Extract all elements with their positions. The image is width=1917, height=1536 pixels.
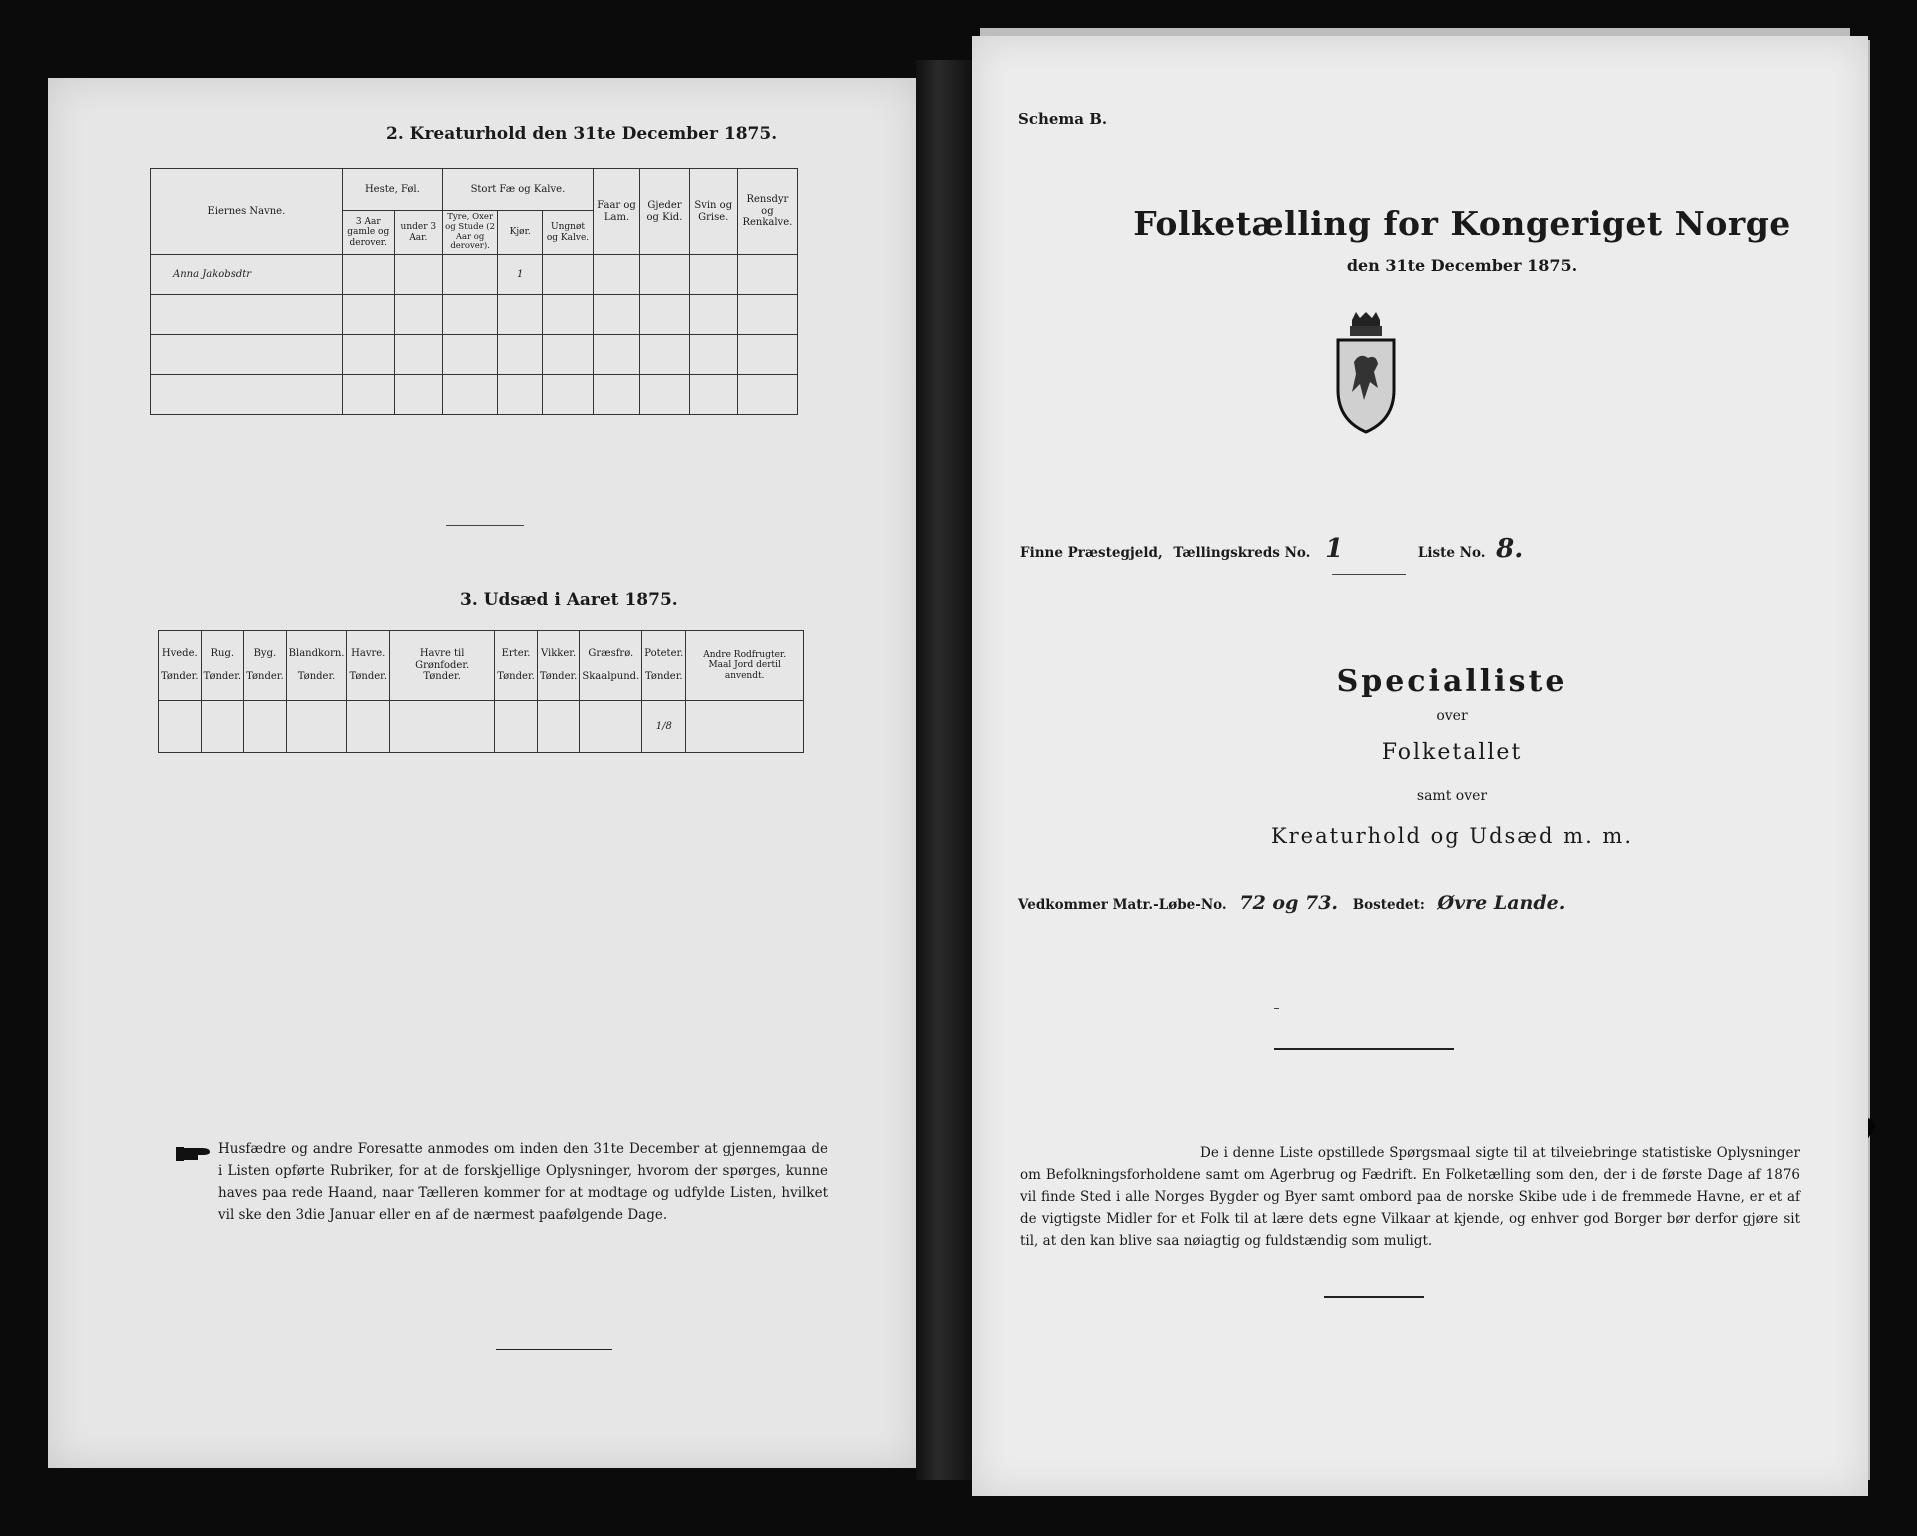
liste-value: 8.	[1496, 534, 1524, 564]
seed-header-potatoes: Poteter. Tønder.	[642, 631, 686, 701]
matr-value: 72 og 73.	[1239, 892, 1339, 914]
cattle-sub3: Ungnøt og Kalve.	[543, 211, 594, 255]
potatoes-value: 1/8	[642, 701, 686, 753]
goats-header: Gjeder og Kid.	[640, 169, 689, 255]
kreds-value: 1	[1325, 534, 1344, 564]
seed-header-green-fodder: Havre til Grønfoder. Tønder.	[390, 631, 495, 701]
cows-cell: 1	[498, 255, 543, 295]
kreaturhold-heading: Kreaturhold og Udsæd m. m.	[1270, 824, 1634, 848]
owner-header: Eiernes Navne.	[151, 169, 343, 255]
livestock-table	[150, 168, 798, 415]
reindeer-header: Rensdyr og Renkalve.	[737, 169, 797, 255]
bosted-value: Øvre Lande.	[1437, 892, 1566, 914]
table-row	[151, 295, 798, 335]
seed-table	[158, 630, 804, 753]
matr-line	[1018, 892, 1565, 914]
seed-header-oats: Havre. Tønder.	[347, 631, 390, 701]
pointing-hand-icon	[176, 1144, 212, 1164]
section3-title: 3. Udsæd i Aaret 1875.	[460, 590, 678, 610]
page-title: Folketælling for Kongeriget Norge	[1133, 204, 1791, 243]
norway-coat-of-arms-icon	[1330, 312, 1402, 434]
table-row	[151, 335, 798, 375]
table-row	[151, 375, 798, 415]
seed-header-rye: Rug. Tønder.	[201, 631, 244, 701]
divider	[1274, 1048, 1454, 1050]
horses-sub1: 3 Aar gamle og derover.	[342, 211, 394, 255]
table-row	[151, 255, 798, 295]
book-spine	[916, 60, 972, 1480]
kreds-label: Tællingskreds No.	[1173, 545, 1311, 561]
cattle-header: Stort Fæ og Kalve.	[442, 169, 593, 211]
divider	[496, 1349, 612, 1350]
schema-label: Schema B.	[1018, 110, 1108, 128]
prestegjeld-label: Finne Præstegjeld,	[1020, 545, 1163, 561]
over-text: over	[1436, 708, 1468, 724]
samt-over-text: samt over	[1416, 788, 1488, 804]
right-page	[972, 36, 1868, 1496]
cattle-sub2: Kjør.	[498, 211, 543, 255]
seed-header-peas: Erter. Tønder.	[495, 631, 538, 701]
seed-header-mixed-grain: Blandkorn. Tønder.	[286, 631, 347, 701]
seed-header-root-crops: Andre Rodfrugter. Maal Jord dertil anvendt.	[686, 631, 804, 701]
divider	[446, 525, 524, 526]
seed-header-vetch: Vikker. Tønder.	[537, 631, 580, 701]
cattle-sub1: Tyre, Oxer og Stude (2 Aar og derover).	[442, 211, 497, 255]
pigs-header: Svin og Grise.	[689, 169, 737, 255]
notice-text: Husfædre og andre Foresatte anmodes om inden den 31te December at gjennemgaa de i Listen opførte Rubriker, for at de forskjellige Oplysninger, hvorom der spørges, kunne haves paa rede Haand, naar Tælleren kommer for at modtage og udfylde Listen, hvilket vil ske den 3die Januar eller en af de nærmest paafølgende Dage.	[218, 1141, 828, 1223]
specialliste-heading: Specialliste	[1336, 664, 1568, 699]
seed-header-wheat: Hvede. Tønder.	[159, 631, 202, 701]
page-edge-top	[980, 28, 1850, 36]
liste-label: Liste No.	[1417, 545, 1486, 561]
seed-header-barley: Byg. Tønder.	[244, 631, 287, 701]
folketallet-heading: Folketallet	[1381, 740, 1523, 765]
horses-sub2: under 3 Aar.	[394, 211, 442, 255]
owner-cell: Anna Jakobsdtr	[151, 255, 343, 295]
divider	[1274, 1008, 1279, 1009]
matr-label: Vedkommer Matr.-Løbe-No.	[1018, 897, 1227, 913]
footer-text: De i denne Liste opstillede Spørgsmaal sigte til at tilveiebringe statistiske Oplysninger om Befolkningsforholdene samt om Agerbrug og Fædrift. En Folketælling som den, der i de første Dage af 1876 vil finde Sted i alle Norges Bygder og Byer samt ombord paa de norske Skibe ude i de fremmede Havne, er et af de vigtigste Midler for et Folk til at lære dets egne Vilkaar at kjende, og enhver god Borger bør derfor gjøre sit til, at den kan blive saa nøiagtig og fuldstændig som muligt.	[1020, 1145, 1800, 1249]
divider	[1332, 574, 1406, 575]
left-page	[48, 78, 916, 1468]
location-line	[1020, 534, 1523, 564]
sheep-header: Faar og Lam.	[593, 169, 639, 255]
table-row	[159, 701, 804, 753]
divider	[1324, 1296, 1424, 1298]
horses-header: Heste, Føl.	[342, 169, 442, 211]
seed-header-grass-seed: Græsfrø. Skaalpund.	[580, 631, 642, 701]
bosted-label: Bostedet:	[1352, 897, 1425, 913]
section2-title: 2. Kreaturhold den 31te December 1875.	[386, 124, 778, 144]
page-subtitle: den 31te December 1875.	[1346, 256, 1578, 275]
